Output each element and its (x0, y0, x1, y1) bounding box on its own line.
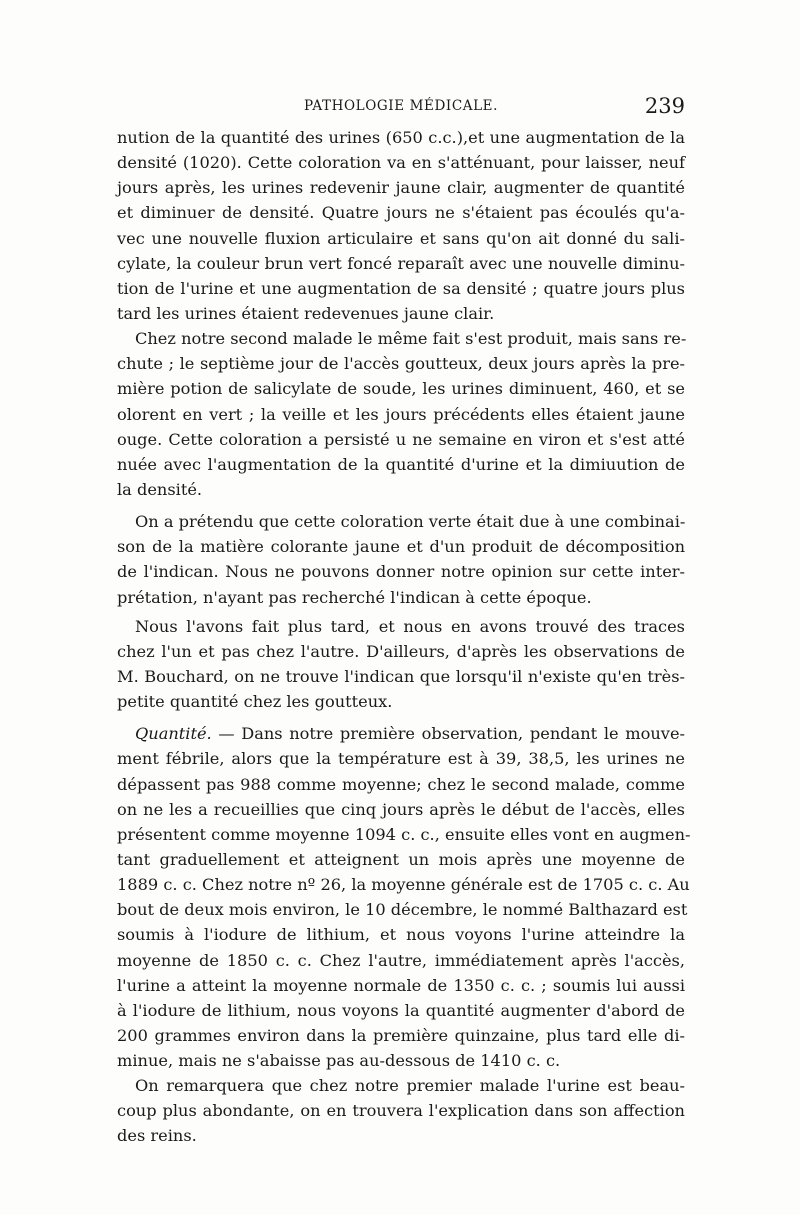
text-line: minue, mais ne s'abaisse pas au-dessous de 1410 c. c. (117, 1051, 561, 1071)
text-line: on ne les a recueillies que cinq jours après le début de l'accès, elles (117, 799, 685, 819)
text-line: soumis à l'iodure de lithium, et nous voyons l'urine atteindre la (117, 925, 685, 945)
text-line: tard les urines étaient redevenues jaune clair. (117, 303, 495, 323)
paragraph-quantite (117, 721, 691, 1073)
page-header (117, 94, 685, 120)
text-fragment: — Dans notre première observation, pendant le mouve- (211, 724, 685, 744)
text-line: M. Bouchard, on ne trouve l'indican que lorsqu'il n'existe qu'en très- (117, 666, 685, 686)
text-line: prétation, n'ayant pas recherché l'indican à cette époque. (117, 587, 592, 607)
paragraph-1 (117, 125, 685, 326)
text-line: chez l'un et pas chez l'autre. D'ailleurs, d'après les observations de (117, 641, 685, 661)
text-line: bout de deux mois environ, le 10 décembre, le nommé Balthazard est (117, 900, 688, 920)
text-line: à l'iodure de lithium, nous voyons la quantité augmenter d'abord de (117, 1000, 685, 1020)
text-line: petite quantité chez les goutteux. (117, 692, 393, 712)
text-line (117, 721, 685, 746)
text-line: Chez notre second malade le même fait s'est produit, mais sans re- (135, 329, 687, 349)
text-line: de l'indican. Nous ne pouvons donner notre opinion sur cette inter- (117, 562, 685, 582)
paragraph-gap (117, 714, 685, 721)
text-line: cylate, la couleur brun vert foncé reparaît avec une nouvelle diminu- (117, 253, 685, 273)
text-line: densité (1020). Cette coloration va en s'atténuant, pour laisser, neuf (117, 153, 685, 173)
paragraph-4 (117, 614, 685, 715)
text-line: dépassent pas 988 comme moyenne; chez le second malade, comme (117, 774, 685, 794)
body-text (117, 125, 691, 1149)
text-line: tion de l'urine et une augmentation de sa densité ; quatre jours plus (117, 278, 685, 298)
text-line: On remarquera que chez notre premier malade l'urine est beau- (135, 1076, 685, 1096)
paragraph-6 (117, 1073, 685, 1148)
text-line: et diminuer de densité. Quatre jours ne s'étaient pas écoulés qu'a- (117, 203, 685, 223)
text-line: chute ; le septième jour de l'accès goutteux, deux jours après la pre- (117, 354, 685, 374)
text-line: présentent comme moyenne 1094 c. c., ensuite elles vont en augmen- (117, 824, 691, 844)
running-head: PATHOLOGIE MÉDICALE. (303, 98, 499, 114)
paragraph-2 (117, 326, 685, 502)
text-line: 200 grammes environ dans la première quinzaine, plus tard elle di- (117, 1025, 685, 1045)
text-line: son de la matière colorante jaune et d'un produit de décomposition (117, 537, 685, 557)
text-line: jours après, les urines redevenir jaune clair, augmenter de quantité (117, 178, 685, 198)
text-line: 1889 c. c. Chez notre nº 26, la moyenne générale est de 1705 c. c. Au (117, 875, 690, 895)
text-line: vec une nouvelle fluxion articulaire et sans qu'on ait donné du sali- (117, 228, 685, 248)
paragraph-gap (117, 502, 685, 509)
text-line: coup plus abondante, on en trouvera l'explication dans son affection (117, 1101, 685, 1121)
text-line: tant graduellement et atteignent un mois après une moyenne de (117, 849, 685, 869)
text-line: moyenne de 1850 c. c. Chez l'autre, immédiatement après l'accès, (117, 950, 685, 970)
page-number: 239 (644, 94, 685, 118)
text-line: ment fébrile, alors que la température est à 39, 38,5, les urines ne (117, 749, 685, 769)
text-line: ouge. Cette coloration a persisté u ne semaine en viron et s'est atté (117, 429, 685, 449)
text-line: nuée avec l'augmentation de la quantité d'urine et la dimiuution de (117, 454, 685, 474)
text-line: nution de la quantité des urines (650 c.c.),et une augmentation de la (117, 128, 685, 147)
text-line: l'urine a atteint la moyenne normale de 1350 c. c. ; soumis lui aussi (117, 975, 685, 995)
section-lead: Quantité. (135, 724, 212, 744)
text-line: des reins. (117, 1126, 197, 1146)
text-line: mière potion de salicylate de soude, les urines diminuent, 460, et se (117, 379, 685, 399)
text-line: olorent en vert ; la veille et les jours précédents elles étaient jaune (117, 404, 685, 424)
text-line: la densité. (117, 479, 203, 499)
paragraph-3 (117, 509, 685, 610)
text-line: Nous l'avons fait plus tard, et nous en avons trouvé des traces (135, 616, 685, 636)
text-line: On a prétendu que cette coloration verte était due à une combinai- (135, 512, 686, 532)
